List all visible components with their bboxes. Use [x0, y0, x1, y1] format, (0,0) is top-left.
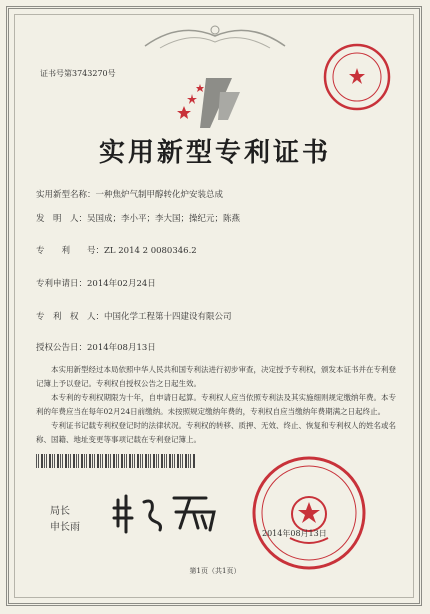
inventor-row [36, 212, 240, 224]
patent-office-logo [170, 70, 250, 140]
barcode [36, 454, 196, 468]
patentee-row [36, 310, 232, 322]
inventor-label: 发 明 人： [36, 214, 88, 224]
patent-number-value: ZL 2014 2 0080346.2 [104, 246, 197, 256]
patent-number-label: 专 利 号： [36, 246, 105, 256]
body-paragraph: 专利证书记载专利权登记时的法律状况。专利权的转移、质押、无效、终止、恢复和专利权人的姓名或名称、国籍、地址变更等事项记载在专利登记簿上。 [36, 421, 396, 444]
director-title: 局长 [50, 506, 70, 517]
certificate-body [36, 363, 396, 447]
certificate-number: 证书号第3743270号 [40, 69, 116, 78]
filing-date-row [36, 277, 156, 289]
seal-date: 2014年08月13日 [262, 529, 327, 538]
grant-date-row [36, 341, 156, 353]
filing-date-value: 2014年02月24日 [87, 279, 156, 289]
filing-date-label: 专利申请日： [36, 279, 88, 289]
grant-date-value: 2014年08月13日 [87, 343, 156, 353]
body-paragraph: 本实用新型经过本局依照中华人民共和国专利法进行初步审查，决定授予专利权，颁发本证书并在专利登记簿上予以登记。专利权自授权公告之日起生效。 [36, 365, 396, 388]
top-ornament [140, 16, 290, 56]
certificate-title: 实用新型专利证书 [98, 138, 331, 168]
body-paragraph: 本专利的专利权期限为十年，自申请日起算。专利权人应当依照专利法及其实施细则规定缴纳年费。本专利的年费应当在每年02月24日前缴纳。未按照规定缴纳年费的，专利权自应当缴纳年费期满之日起终止。 [36, 393, 396, 416]
red-seal-icon [322, 42, 392, 112]
page-footer: 第1页（共1页） [189, 567, 241, 575]
name-label: 实用新型名称： [36, 190, 96, 200]
inventor-value: 吴国成；李小平；李大国；操纪元；陈燕 [87, 214, 241, 224]
name-row [36, 188, 223, 200]
grant-date-label: 授权公告日： [36, 343, 88, 353]
name-value: 一种焦炉气制甲醇转化炉安装总成 [95, 190, 224, 200]
patentee-label: 专 利 权 人： [36, 312, 105, 322]
patentee-value: 中国化学工程第十四建设有限公司 [104, 312, 232, 322]
director-name: 申长雨 [50, 522, 80, 533]
handwritten-signature [110, 488, 230, 538]
patent-number-row [36, 244, 197, 256]
national-seal-icon [250, 454, 368, 572]
